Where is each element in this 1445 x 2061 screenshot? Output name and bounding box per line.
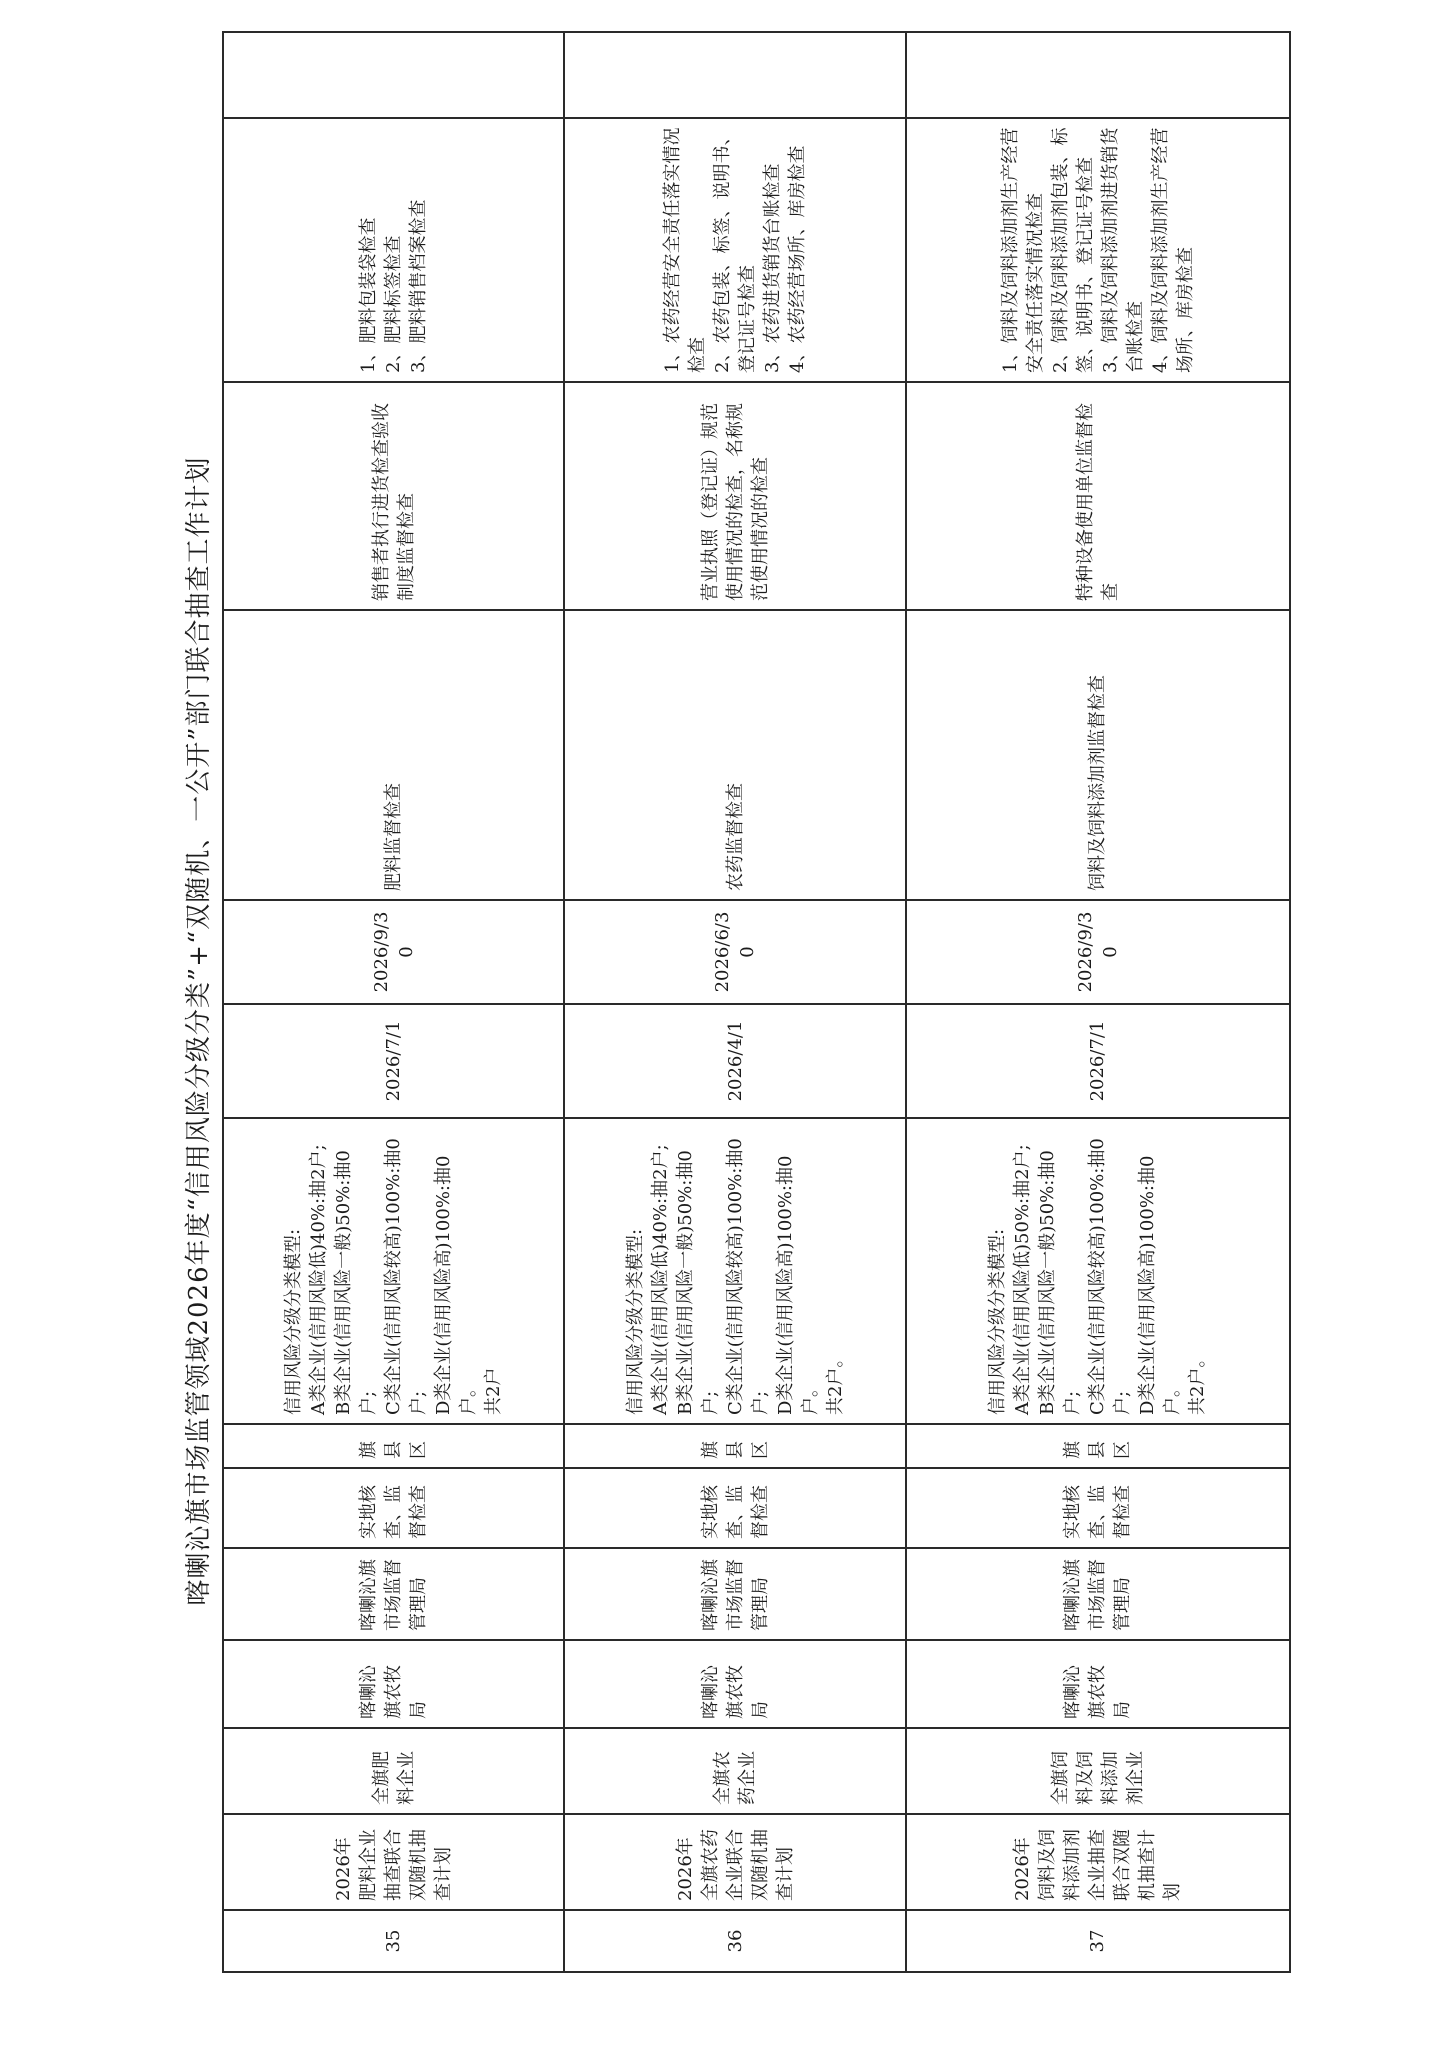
risk-line: D类企业(信用风险高)100%:抽0户。 [774, 1155, 821, 1415]
content-line: 2、肥料标签检查 [383, 235, 405, 373]
object-cell: 全旗饲料及饲料添加剂企业 [906, 1728, 1290, 1814]
end-date-cell: 2026/9/30 [906, 900, 1290, 1004]
scope-cell: 旗县区 [223, 1424, 564, 1468]
object-cell: 全旗农药企业 [564, 1728, 905, 1814]
risk-model-cell [223, 1118, 564, 1424]
scope-cell: 旗县区 [906, 1424, 1290, 1468]
risk-line: A类企业(信用风险低)40%:抽2户; [308, 1144, 330, 1415]
risk-line: 信用风险分级分类模型: [987, 1228, 1009, 1415]
inspection-plan-table [222, 31, 1291, 1973]
inspection-item-cell: 饲料及饲料添加剂监督检查 [906, 610, 1290, 900]
start-date-cell: 2026/4/1 [564, 1004, 905, 1118]
inspection-content-cell [906, 118, 1290, 382]
remark-cell [223, 32, 564, 118]
risk-line: D类企业(信用风险高)100%:抽0户。 [1137, 1155, 1184, 1415]
risk-line: B类企业(信用风险一般)50%:抽0户; [674, 1150, 721, 1415]
content-line: 3、农药进货销货台账检查 [762, 163, 784, 373]
joint-dept-cell: 喀喇沁旗市场监督管理局 [223, 1548, 564, 1640]
remark-cell [564, 32, 905, 118]
risk-line: A类企业(信用风险低)40%:抽2户; [649, 1144, 671, 1415]
risk-line: C类企业(信用风险较高)100%:抽0户; [383, 1138, 430, 1415]
seq-cell: 36 [564, 1910, 905, 1972]
inspection-matter-cell: 特种设备使用单位监督检查 [906, 382, 1290, 610]
risk-line: 信用风险分级分类模型: [283, 1228, 305, 1415]
content-line: 2、农药包装、标签、说明书、登记证号检查 [712, 127, 759, 373]
inspection-item-cell: 农药监督检查 [564, 610, 905, 900]
table-row [223, 32, 564, 1972]
end-date-cell: 2026/6/30 [564, 900, 905, 1004]
task-name-cell: 2026年饲料及饲料添加剂企业抽查联合双随机抽查计划 [906, 1814, 1290, 1910]
risk-line: C类企业(信用风险较高)100%:抽0户; [1087, 1138, 1134, 1415]
content-line: 3、饲料及饲料添加剂进货销货台账检查 [1099, 127, 1146, 373]
end-date-cell: 2026/9/30 [223, 900, 564, 1004]
inspection-content-cell [564, 118, 905, 382]
risk-line: A类企业(信用风险低)50%:抽2户; [1012, 1144, 1034, 1415]
joint-dept-cell: 喀喇沁旗市场监督管理局 [906, 1548, 1290, 1640]
risk-line: 共2户。 [824, 1349, 846, 1415]
method-cell: 实地核查、监督检查 [564, 1468, 905, 1548]
start-date-cell: 2026/7/1 [906, 1004, 1290, 1118]
content-line: 4、饲料及饲料添加剂生产经营场所、库房检查 [1149, 127, 1196, 373]
task-name-cell: 2026年全旗农药企业联合双随机抽查计划 [564, 1814, 905, 1910]
inspection-matter-cell: 销售者执行进货检查验收制度监督检查 [223, 382, 564, 610]
seq-cell: 35 [223, 1910, 564, 1972]
joint-dept-cell: 喀喇沁旗市场监督管理局 [564, 1548, 905, 1640]
seq-cell: 37 [906, 1910, 1290, 1972]
scope-cell: 旗县区 [564, 1424, 905, 1468]
inspection-content-cell [223, 118, 564, 382]
method-cell: 实地核查、监督检查 [223, 1468, 564, 1548]
lead-dept-cell: 喀喇沁旗农牧局 [564, 1640, 905, 1728]
task-name-cell: 2026年肥料企业抽查联合双随机抽查计划 [223, 1814, 564, 1910]
risk-model-cell [564, 1118, 905, 1424]
lead-dept-cell: 喀喇沁旗农牧局 [223, 1640, 564, 1728]
remark-cell [906, 32, 1290, 118]
content-line: 1、农药经营安全责任落实情况检查 [662, 127, 709, 373]
risk-line: 信用风险分级分类模型: [624, 1228, 646, 1415]
inspection-item-cell: 肥料监督检查 [223, 610, 564, 900]
inspection-matter-cell: 营业执照（登记证）规范使用情况的检查，名称规范使用情况的检查 [564, 382, 905, 610]
risk-line: B类企业(信用风险一般)50%:抽0户; [333, 1150, 380, 1415]
method-cell: 实地核查、监督检查 [906, 1468, 1290, 1548]
table-row [906, 32, 1290, 1972]
content-line: 2、饲料及饲料添加剂包装、标签、说明书、登记证号检查 [1049, 127, 1096, 373]
content-line: 1、饲料及饲料添加剂生产经营安全责任落实情况检查 [999, 127, 1046, 373]
content-line: 1、肥料包装袋检查 [358, 217, 380, 373]
table-row [564, 32, 905, 1972]
content-line: 3、肥料销售档案检查 [408, 199, 430, 373]
start-date-cell: 2026/7/1 [223, 1004, 564, 1118]
risk-model-cell [906, 1118, 1290, 1424]
risk-line: 共2户。 [1187, 1349, 1209, 1415]
risk-line: B类企业(信用风险一般)50%:抽0户; [1037, 1150, 1084, 1415]
risk-line: 共2户 [483, 1367, 505, 1415]
lead-dept-cell: 喀喇沁旗农牧局 [906, 1640, 1290, 1728]
content-line: 4、农药经营场所、库房检查 [787, 145, 809, 373]
risk-line: D类企业(信用风险高)100%:抽0户。 [433, 1155, 480, 1415]
object-cell: 全旗肥料企业 [223, 1728, 564, 1814]
risk-line: C类企业(信用风险较高)100%:抽0户; [724, 1138, 771, 1415]
document-title: 喀喇沁旗市场监管领域2026年度“信用风险分级分类”+“双随机、一公开”部门联合抽查工作计划 [184, 456, 214, 1606]
